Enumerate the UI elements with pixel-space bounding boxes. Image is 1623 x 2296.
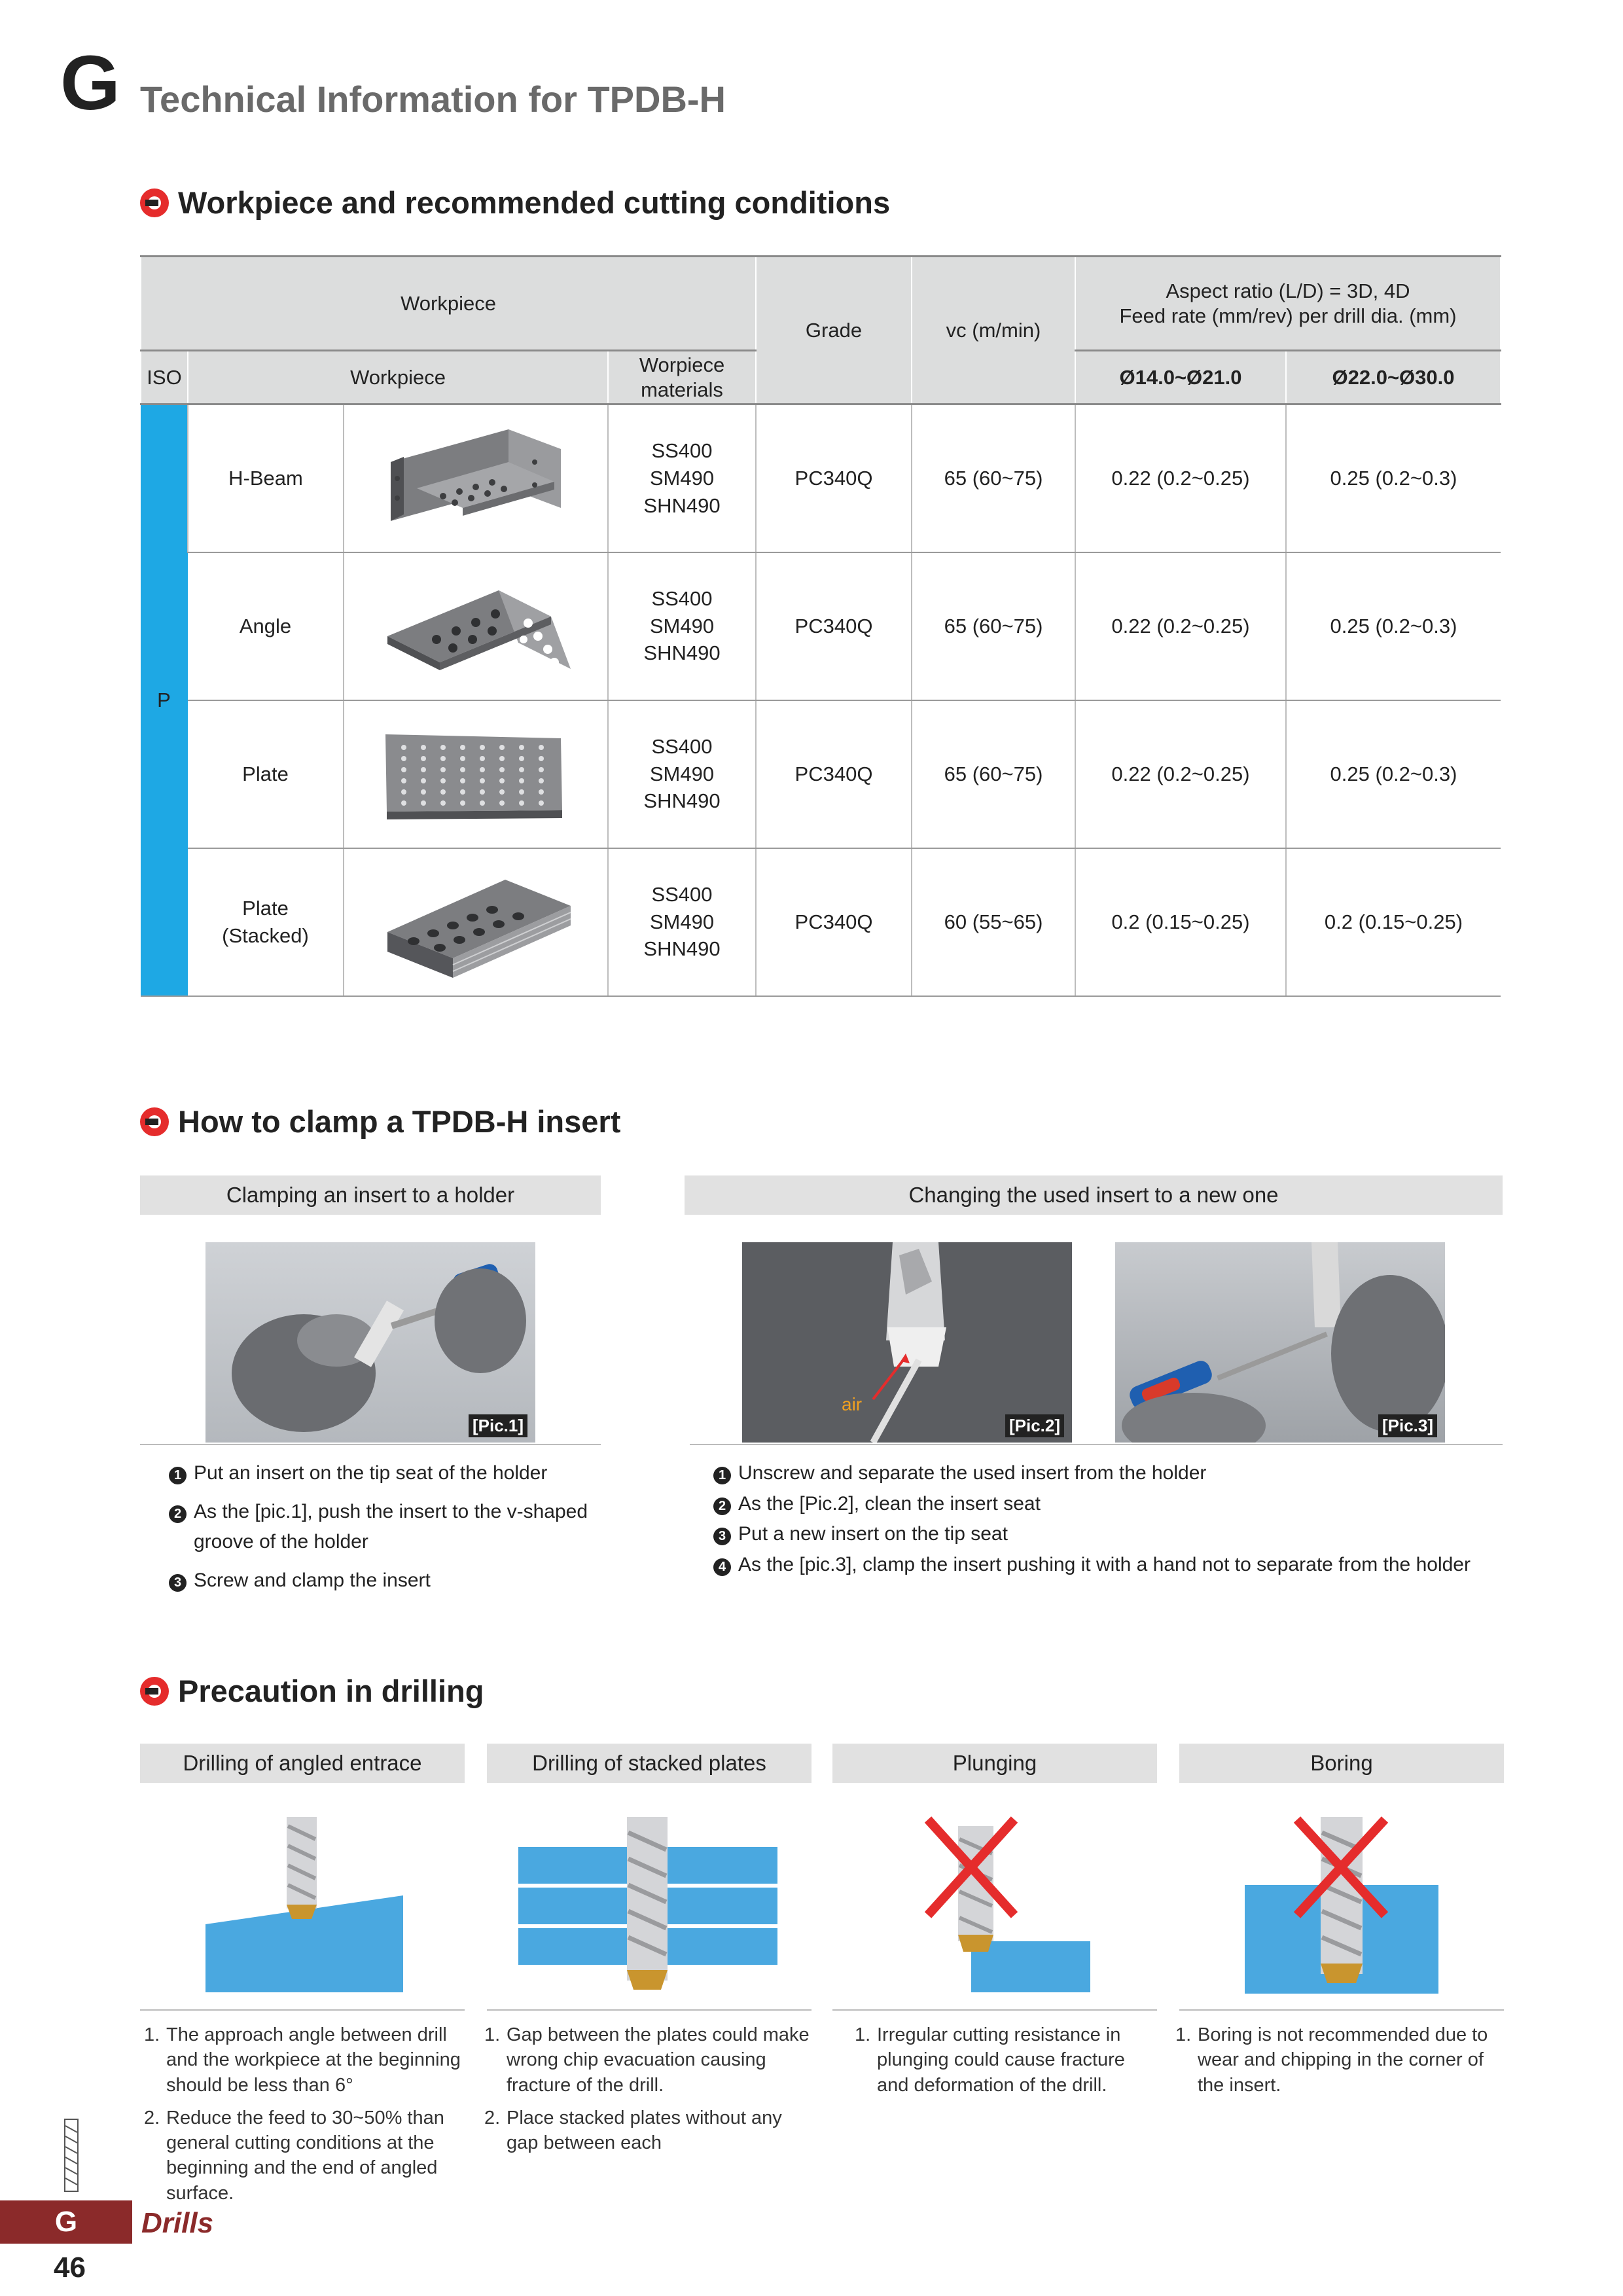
chapter-tab: G — [0, 2200, 132, 2244]
header-grade: Grade — [756, 257, 912, 404]
header-workpiece-group: Workpiece — [141, 257, 756, 351]
section-title-precaution: Precaution in drilling — [140, 1676, 484, 1706]
photo-pic2 — [742, 1242, 1072, 1443]
header-diameter-1: Ø14.0~Ø21.0 — [1075, 351, 1286, 404]
iso-cell: P — [141, 404, 188, 996]
page-number: 46 — [54, 2251, 86, 2284]
gloved-hands-icon — [205, 1242, 535, 1443]
plunging-diagram — [916, 1806, 1099, 1996]
clamp-steps-right — [713, 1458, 1499, 1580]
divider — [1179, 2009, 1504, 2011]
h-beam-icon — [378, 416, 574, 541]
clamp-right-heading: Changing the used insert to a new one — [685, 1175, 1503, 1215]
header-aspect-ratio: Aspect ratio (L/D) = 3D, 4D Feed rate (mm/rev) per drill dia. (mm) — [1075, 257, 1501, 351]
list-item: 3 Screw and clamp the insert — [169, 1566, 614, 1596]
boring-diagram — [1230, 1806, 1453, 1996]
vc-value: 65 (60~75) — [912, 700, 1075, 848]
divider — [832, 2009, 1157, 2011]
precaution-text-plunging — [855, 2022, 1143, 2106]
vc-value: 65 (60~75) — [912, 404, 1075, 552]
feed-value-2: 0.25 (0.2~0.3) — [1286, 552, 1501, 700]
page-title: Technical Information for TPDB-H — [140, 79, 726, 120]
header-iso: ISO — [141, 351, 188, 404]
stacked-plate-icon — [374, 860, 577, 984]
precaution-heading-angled: Drilling of angled entrace — [140, 1744, 465, 1783]
list-item: 3 Put a new insert on the tip seat — [713, 1519, 1499, 1550]
list-item: 2. Place stacked plates without any gap between each — [484, 2107, 782, 2154]
screwdriver-clamping-icon — [1115, 1242, 1445, 1443]
vc-value: 65 (60~75) — [912, 552, 1075, 700]
list-item: 1. Boring is not recommended due to wear and chipping in the corner of the insert. — [1175, 2024, 1488, 2096]
grade-value: PC340Q — [756, 404, 912, 552]
angle-icon — [374, 564, 577, 689]
precaution-heading-stacked: Drilling of stacked plates — [487, 1744, 812, 1783]
precaution-heading-plunging: Plunging — [832, 1744, 1157, 1783]
list-item: 1 Put an insert on the tip seat of the holder — [169, 1458, 614, 1489]
precaution-text-boring — [1175, 2022, 1489, 2106]
table-row: P H-Beam SS400 SM490 SHN490 PC340Q 65 (60~75) 0.22 (0.2~0.25) 0.25 (0.2~0.3) — [141, 404, 1501, 552]
arrow-bullet-icon — [140, 188, 169, 217]
cutting-conditions-table — [140, 255, 1501, 997]
arrow-bullet-icon — [140, 1107, 169, 1136]
drill-air-cleaning-icon — [742, 1242, 1072, 1443]
air-label: air — [842, 1394, 863, 1414]
workpiece-name: Plate — [188, 700, 344, 848]
feed-value-2: 0.25 (0.2~0.3) — [1286, 404, 1501, 552]
table-row: Angle SS400 SM490 SHN490 PC340Q 65 (60~75) 0.22 (0.2~0.25) 0.25 (0.2~0.3) — [141, 552, 1501, 700]
photo-pic1 — [205, 1242, 535, 1443]
list-item: 2. Reduce the feed to 30~50% than general cutting conditions at the beginning and the end of angled surface. — [144, 2107, 444, 2204]
stacked-plates-diagram — [510, 1806, 785, 1996]
pic1-label: [Pic.1] — [469, 1414, 527, 1437]
list-item: 2 As the [pic.1], push the insert to the v-shaped groove of the holder — [169, 1497, 614, 1558]
precaution-heading-boring: Boring — [1179, 1744, 1504, 1783]
divider — [487, 2009, 812, 2011]
pic2-label: [Pic.2] — [1005, 1414, 1064, 1437]
drill-side-icon — [63, 2118, 80, 2193]
header-diameter-2: Ø22.0~Ø30.0 — [1286, 351, 1501, 404]
chapter-letter: G — [60, 40, 120, 126]
workpiece-name: Angle — [188, 552, 344, 700]
grade-value: PC340Q — [756, 552, 912, 700]
vc-value: 60 (55~65) — [912, 848, 1075, 996]
list-item: 1 Unscrew and separate the used insert from the holder — [713, 1458, 1499, 1489]
list-item: 2 As the [Pic.2], clean the insert seat — [713, 1489, 1499, 1520]
feed-value-1: 0.22 (0.2~0.25) — [1075, 552, 1286, 700]
pic3-label: [Pic.3] — [1378, 1414, 1437, 1437]
workpiece-name: H-Beam — [188, 404, 344, 552]
workpiece-name: Plate (Stacked) — [188, 848, 344, 996]
table-row: Plate SS400 SM490 SHN490 PC340Q 65 (60~75) 0.22 (0.2~0.25) 0.25 (0.2~0.3) — [141, 700, 1501, 848]
feed-value-2: 0.2 (0.15~0.25) — [1286, 848, 1501, 996]
feed-value-1: 0.22 (0.2~0.25) — [1075, 404, 1286, 552]
clamp-steps-left — [169, 1458, 614, 1596]
precaution-text-angled — [144, 2022, 465, 2214]
divider — [140, 2009, 465, 2011]
divider — [140, 1444, 601, 1445]
divider — [690, 1444, 1503, 1445]
list-item: 4 As the [pic.3], clamp the insert pushing it with a hand not to separate from the holder — [713, 1550, 1499, 1581]
feed-value-2: 0.25 (0.2~0.3) — [1286, 700, 1501, 848]
chapter-label: Drills — [141, 2207, 214, 2239]
clamp-left-heading: Clamping an insert to a holder — [140, 1175, 601, 1215]
header-materials: Worpiece materials — [608, 351, 756, 404]
feed-value-1: 0.22 (0.2~0.25) — [1075, 700, 1286, 848]
list-item: 1. The approach angle between drill and the workpiece at the beginning should be less than 6° — [144, 2024, 461, 2096]
header-workpiece: Workpiece — [188, 351, 608, 404]
list-item: 1. Gap between the plates could make wrong chip evacuation causing fracture of the drill. — [484, 2024, 810, 2096]
header-vc: vc (m/min) — [912, 257, 1075, 404]
feed-value-1: 0.2 (0.15~0.25) — [1075, 848, 1286, 996]
photo-pic3 — [1115, 1242, 1445, 1443]
angled-entrance-diagram — [196, 1806, 412, 1996]
plate-icon — [378, 725, 574, 823]
grade-value: PC340Q — [756, 848, 912, 996]
table-row: Plate (Stacked) SS400 SM490 SHN490 PC340Q 60 (55~65) 0.2 (0.15~0.25) 0.2 (0.15~0.25) — [141, 848, 1501, 996]
precaution-text-stacked — [484, 2022, 812, 2163]
list-item: 1. Irregular cutting resistance in plunging could cause fracture and deformation of the drill. — [855, 2024, 1125, 2096]
arrow-bullet-icon — [140, 1677, 169, 1706]
grade-value: PC340Q — [756, 700, 912, 848]
section-title-cutting-conditions: Workpiece and recommended cutting conditions — [140, 187, 890, 218]
section-title-clamp: How to clamp a TPDB-H insert — [140, 1106, 620, 1137]
